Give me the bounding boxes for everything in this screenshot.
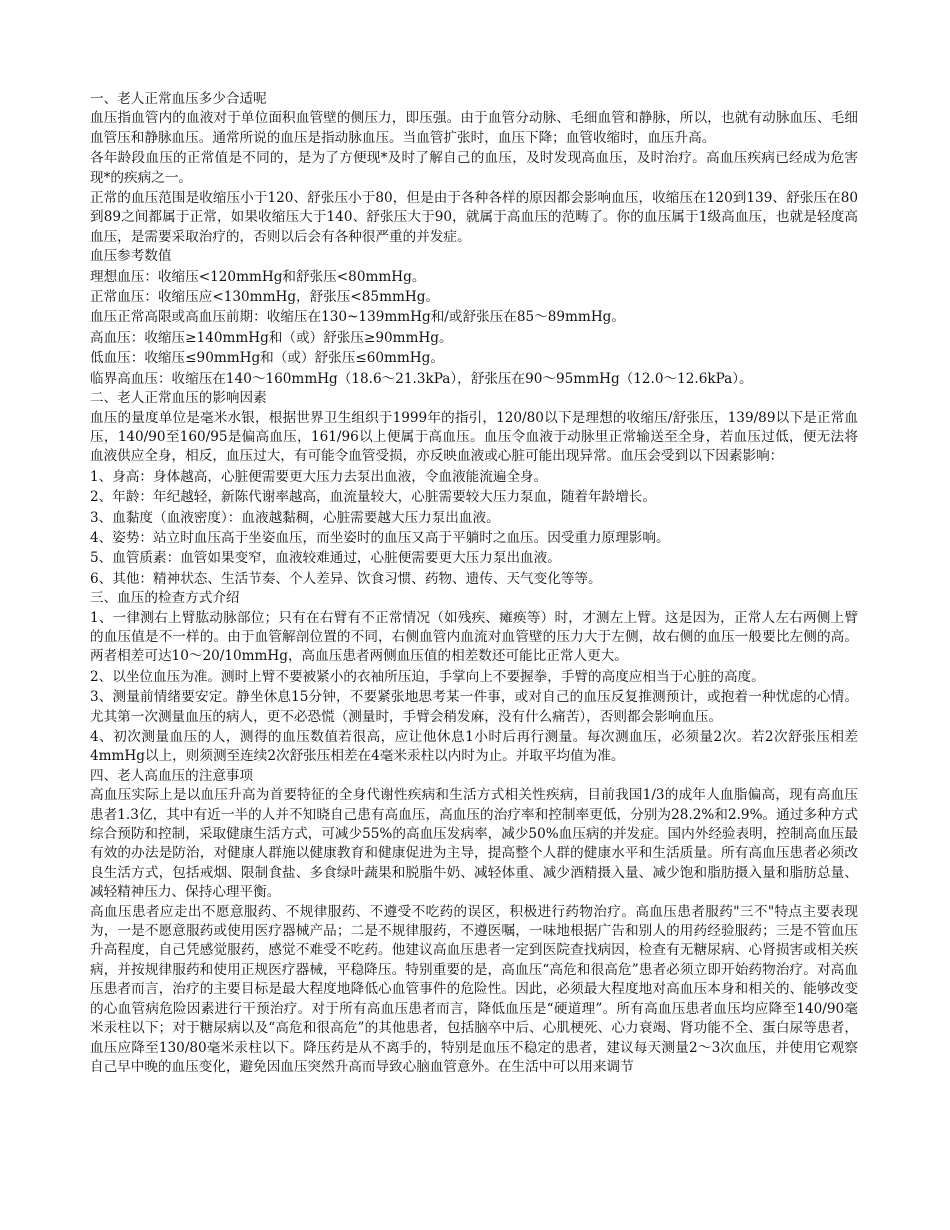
paragraph: 血压指血管内的血液对于单位面积血管壁的侧压力，即压强。由于血管分动脉、毛细血管和静脉，所以，也就有动脉血压、毛细血管压和静脉血压。通常所说的血压是指动脉血压。当血管扩张时，血压下降；血管收缩时，血压升高。 bbox=[90, 110, 858, 146]
list-item: 正常血压：收缩压应<130mmHg，舒张压<85mmHg。 bbox=[90, 289, 440, 306]
list-item: 3、血黏度（血液密度）：血液越黏稠，心脏需要越大压力泵出血液。 bbox=[90, 509, 500, 526]
list-item: 4、姿势：站立时血压高于坐姿血压，而坐姿时的血压又高于平躺时之血压。因受重力原理影响。 bbox=[90, 529, 670, 546]
list-item: 理想血压：收缩压<120mmHg和舒张压<80mmHg。 bbox=[90, 268, 426, 285]
list-item: 1、一律测右上臂肱动脉部位；只有在右臂有不正常情况（如残疾、瘫痪等）时，才测左上臂。这是因为，正常人左右两侧上臂的血压值是不一样的。由于血管解剖位置的不同，右侧血管内血流对血管壁的压力大于左侧，故右侧的血压一般要比左侧的高。两者相差可达10～20/10mmHg，高血压患者两侧血压值的相差数还可能比正常人更大。 bbox=[90, 609, 858, 665]
section-heading-1: 一、老人正常血压多少合适呢 bbox=[90, 91, 267, 107]
paragraph: 正常的血压范围是收缩压小于120、舒张压小于80，但是由于各种各样的原因都会影响血压，收缩压在120到139、舒张压在80到89之间都属于正常，如果收缩压大于140、舒张压大于90，就属于高血压的范畴了。你的血压属于1级高血压，也就是轻度高血压，是需要采取治疗的，否则以后会有各种很严重的并发症。 bbox=[90, 190, 858, 245]
paragraph: 高血压患者应走出不愿意服药、不规律服药、不遵受不吃药的误区，积极进行药物治疗。高血压患者服药"三不"特点主要表现为，一是不愿意服药或使用医疗器械产品；二是不规律服药，不遵医嘱，一味地根据广告和别人的用药经验服药；三是不管血压升高程度，自己凭感觉服药，感觉不难受不吃药。他建议高血压患者一定到医院查找病因，检查有无糖尿病、心肾损害或相关疾病，并按规律服药和使用正规医疗器械，平稳降压。特别重要的是，高血压“高危和很高危”患者必须立即开始药物治疗。对高血压患者而言，治疗的主要目标是最大程度地降低心血管事件的危险性。因此，必须最大程度地对高血压本身和相关的、能够改变的心血管病危险因素进行干预治疗。对于所有高血压患者而言，降低血压是“硬道理”。所有高血压患者血压均应降至140/90毫米汞柱以下；对于糖尿病以及“高危和很高危”的其他患者，包括脑卒中后、心肌梗死、心力衰竭、肾功能不全、蛋白尿等患者，血压应降至130/80毫米汞柱以下。降压药是从不离手的，特别是血压不稳定的患者，建议每天测量2～3次血压，并使用它观察自己早中晚的血压变化，避免因血压突然升高而导致心脑血管意外。在生活中可以用来调节 bbox=[90, 903, 858, 1075]
paragraph: 高血压实际上是以血压升高为首要特征的全身代谢性疾病和生活方式相关性疾病，目前我国1/3的成年人血脂偏高，现有高血压患者1.3亿，其中有近一半的人并不知晓自己患有高血压，高血压的治疗率和控制率更低，分别为28.2%和2.9%。通过多种方式综合预防和控制，采取健康生活方式，可减少55%的高血压发病率，减少50%血压病的并发症。国内外经验表明，控制高血压最有效的办法是防治，对健康人群施以健康教育和健康促进为主导，提高整个人群的健康水平和生活质量。所有高血压患者必须改良生活方式，包括戒烟、限制食盐、多食绿叶蔬果和脱脂牛奶、减轻体重、减少酒精摄入量、减少饱和脂肪摄入量和脂肪总量、减轻精神压力、保持心理平衡。 bbox=[90, 787, 858, 901]
section-heading-4: 四、老人高血压的注意事项 bbox=[90, 767, 254, 784]
list-item: 低血压：收缩压≤90mmHg和（或）舒张压≤60mmHg。 bbox=[90, 350, 444, 367]
section-heading-3: 三、血压的检查方式介绍 bbox=[90, 590, 240, 607]
list-item: 1、身高：身体越高，心脏便需要更大压力去泵出血液，令血液能流遍全身。 bbox=[90, 468, 548, 485]
list-item: 4、初次测量血压的人，测得的血压数值若很高，应让他休息1小时后再行测量。每次测血压，必须量2次。若2次舒张压相差4mmHg以上，则须测至连续2次舒张压相差在4毫米汞柱以内时为止。并取平均值为准。 bbox=[90, 729, 858, 765]
list-item: 6、其他：精神状态、生活节奏、个人差异、饮食习惯、药物、遗传、天气变化等等。 bbox=[90, 570, 602, 587]
paragraph: 血压的量度单位是毫米水银，根据世界卫生组织于1999年的指引，120/80以下是理想的收缩压/舒张压，139/89以下是正常血压，140/90至160/95是偏高血压，161/96以上便属于高血压。血压令血液于动脉里正常输送至全身，若血压过低，便无法将血液供应全身，相反，血压过大，有可能令血管受损，亦反映血液或心脏可能出现异常。血压会受到以下因素影响： bbox=[90, 409, 858, 465]
document-body bbox=[90, 90, 858, 1077]
list-item: 3、测量前情绪要安定。静坐休息15分钟，不要紧张地思考某一件事，或对自己的血压反复推测预计，或抱着一种忧虑的心情。尤其第一次测量血压的病人，更不必恐慌（测量时，手臂会稍发麻，没有什么痛苦），否则都会影响血压。 bbox=[90, 689, 858, 725]
subheading-reference-values: 血压参考数值 bbox=[90, 248, 172, 265]
list-item: 2、年龄：年纪越轻，新陈代谢率越高，血流量较大，心脏需要较大压力泵血，随着年龄增长。 bbox=[90, 489, 656, 506]
list-item: 血压正常高限或高血压前期：收缩压在130~139mmHg和/或舒张压在85～89mmHg。 bbox=[90, 309, 625, 326]
section-heading-2: 二、老人正常血压的影响因素 bbox=[90, 390, 267, 407]
list-item: 高血压：收缩压≥140mmHg和（或）舒张压≥90mmHg。 bbox=[90, 329, 453, 346]
list-item: 临界高血压：收缩压在140～160mmHg（18.6～21.3kPa），舒张压在90～95mmHg（12.0～12.6kPa）。 bbox=[90, 370, 753, 387]
list-item: 2、以坐位血压为准。测时上臂不要被紧小的衣袖所压迫，手掌向上不要握拳，手臂的高度应相当于心脏的高度。 bbox=[90, 668, 765, 685]
paragraph: 各年龄段血压的正常值是不同的，是为了方便现*及时了解自己的血压，及时发现高血压，及时治疗。高血压疾病已经成为危害现*的疾病之一。 bbox=[90, 150, 858, 186]
list-item: 5、血管质素：血管如果变窄，血液较难通过，心脏便需要更大压力泵出血液。 bbox=[90, 550, 561, 567]
